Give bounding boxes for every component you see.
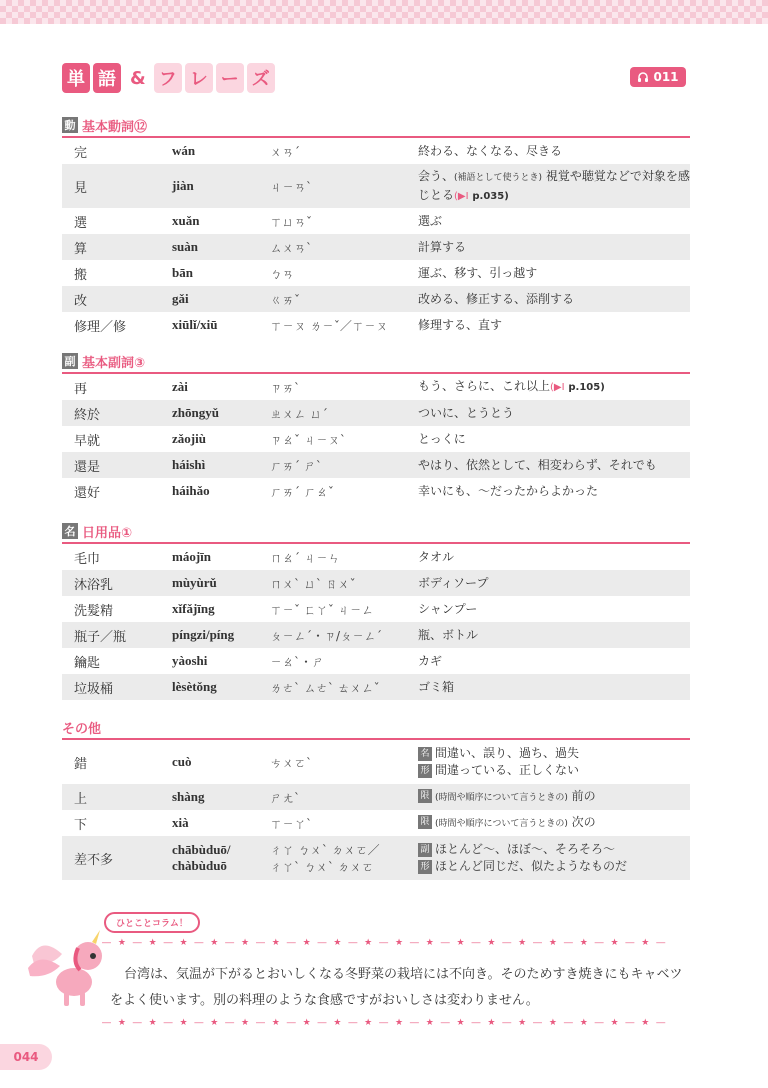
section-other — [62, 716, 690, 880]
pinyin: yàoshi — [172, 653, 208, 668]
vocab-row — [62, 622, 690, 648]
meaning-text: 視覚や聴覚などで対象を感じとる — [418, 168, 690, 202]
zhuyin: ㄌㄜˋ ㄙㄜˋ ㄊㄨㄥˇ — [270, 680, 380, 695]
word: 選 — [74, 215, 88, 231]
pinyin: xiūlǐ/xiū — [172, 317, 218, 332]
vocab-table — [62, 740, 690, 880]
meaning: ボディソープ — [418, 575, 489, 590]
column-label: ひとことコラム！ — [104, 912, 200, 933]
reference-link[interactable]: (▶I — [550, 382, 565, 393]
meaning: 計算する — [418, 239, 467, 254]
star-divider: ― ★ ― ★ ― ★ ― ★ ― ★ ― ★ ― ★ ― ★ ― ★ ― ★ ― ★ ― ★ ― ★ ― ★ ― ★ ― ★ ― ★ ― ★ ― — [102, 1018, 668, 1028]
meaning-text: もう、さらに、これ以上 — [418, 379, 551, 393]
meaning — [418, 788, 690, 807]
section-header — [62, 716, 690, 740]
word: 沐浴乳 — [74, 577, 114, 593]
reference-page: p.035) — [472, 190, 509, 202]
vocab-row — [62, 312, 690, 338]
meaning-text: ほとんど同じだ、似たようなものだ — [435, 859, 628, 873]
page-title — [62, 62, 278, 94]
section-verbs — [62, 114, 690, 338]
zhuyin-line: ㄔㄚ ㄅㄨˋ ㄉㄨㄛ／ — [270, 843, 380, 857]
audio-track-number: 011 — [653, 70, 679, 84]
vocab-row — [62, 478, 690, 504]
word: 還是 — [74, 459, 101, 475]
title-char: ー — [216, 63, 244, 93]
word: 差不多 — [74, 852, 114, 868]
meaning: 修理する、直す — [418, 317, 503, 332]
pinyin: zài — [172, 379, 188, 394]
pinyin: zǎojiù — [172, 431, 206, 446]
meaning: 改める、修正する、添削する — [418, 291, 575, 306]
vocab-table — [62, 374, 690, 504]
word: 早就 — [74, 433, 101, 449]
section-title: 基本動詞⑫ — [82, 119, 148, 135]
zhuyin: ㄧㄠˋ・ㄕ — [270, 654, 325, 669]
pinyin: xǐfǎjīng — [172, 601, 215, 616]
pos-tag: 副 — [418, 843, 432, 857]
pos-tag: 形 — [418, 860, 432, 874]
star-divider: ― ★ ― ★ ― ★ ― ★ ― ★ ― ★ ― ★ ― ★ ― ★ ― ★ ― ★ ― ★ ― ★ ― ★ ― ★ ― ★ ― ★ ― ★ ― — [102, 938, 668, 948]
title-char: 語 — [93, 63, 121, 93]
zhuyin — [270, 841, 418, 875]
meaning-text: ほとんど〜、ほぼ〜、そろそろ〜 — [435, 842, 616, 856]
zhuyin: ㄘㄨㄛˋ — [270, 755, 313, 770]
meaning: シャンプー — [418, 601, 478, 616]
vocab-row — [62, 452, 690, 478]
zhuyin: ㄓㄨㄥ ㄩˊ — [270, 406, 328, 421]
meaning-text: 間違い、誤り、過ち、過失 — [435, 746, 580, 760]
meaning — [418, 814, 690, 833]
column-box — [22, 912, 702, 1042]
vocab-row — [62, 570, 690, 596]
section-header — [62, 114, 690, 138]
word: 還好 — [74, 485, 101, 501]
section-daily-items — [62, 520, 690, 700]
vocab-row — [62, 286, 690, 312]
meaning-text: 次の — [571, 814, 596, 829]
word: 垃圾桶 — [74, 681, 114, 697]
pinyin: gǎi — [172, 291, 189, 306]
page-number: 044 — [0, 1044, 52, 1070]
vocab-row — [62, 400, 690, 426]
zhuyin: ㄆㄧㄥˊ・ㄗ/ㄆㄧㄥˊ — [270, 628, 383, 643]
meaning: 瓶、ボトル — [418, 627, 479, 642]
word: 改 — [74, 293, 88, 309]
section-header — [62, 350, 690, 374]
pinyin-line: chābùduō/ — [172, 842, 231, 857]
word: 見 — [74, 180, 88, 196]
section-title: その他 — [62, 721, 102, 737]
pos-tag: 限 — [418, 815, 432, 829]
zhuyin: ㄏㄞˊ ㄏㄠˇ — [270, 484, 334, 499]
title-amp: & — [130, 67, 146, 89]
word: 完 — [74, 145, 88, 161]
word: 終於 — [74, 407, 101, 423]
pinyin: háishì — [172, 457, 206, 472]
vocab-row — [62, 138, 690, 164]
meaning: カギ — [418, 653, 443, 668]
zhuyin: ㄇㄨˋ ㄩˋ ㄖㄨˇ — [270, 576, 356, 591]
section-title: 日用品① — [82, 525, 133, 541]
vocab-row — [62, 374, 690, 400]
meaning-text: 前の — [571, 788, 596, 803]
meaning: 運ぶ、移す、引っ越す — [418, 265, 538, 280]
word: 算 — [74, 241, 88, 257]
vocab-row — [62, 234, 690, 260]
vocab-row — [62, 836, 690, 880]
meaning: 幸いにも、〜だったからよかった — [418, 483, 599, 498]
pinyin: lèsètǒng — [172, 679, 217, 694]
word: 毛巾 — [74, 551, 101, 567]
pegasus-mascot-icon — [22, 926, 112, 1012]
audio-track-badge[interactable] — [630, 67, 686, 87]
meaning-note: (時間や順序について言うときの) — [435, 792, 568, 803]
vocab-row — [62, 784, 690, 810]
pinyin: jiàn — [172, 178, 194, 193]
pos-tag: 限 — [418, 789, 432, 803]
pinyin: shàng — [172, 789, 205, 804]
vocab-row — [62, 208, 690, 234]
zhuyin: ㄐㄧㄢˋ — [270, 179, 313, 194]
zhuyin: ㄗㄠˇ ㄐㄧㄡˋ — [270, 432, 346, 447]
vocab-row — [62, 674, 690, 700]
headphones-icon — [637, 71, 649, 83]
word: 洗髮精 — [74, 603, 114, 619]
vocab-row — [62, 648, 690, 674]
zhuyin: ㄍㄞˇ — [270, 292, 301, 307]
zhuyin: ㄒㄧㄡ ㄌㄧˇ／ㄒㄧㄡ — [270, 318, 388, 333]
vocab-row — [62, 164, 690, 208]
pos-tag: 名 — [418, 747, 432, 761]
zhuyin: ㄇㄠˊ ㄐㄧㄣ — [270, 550, 340, 565]
pinyin: xià — [172, 815, 189, 830]
section-tag: 名 — [62, 523, 78, 539]
vocab-row — [62, 596, 690, 622]
meaning: タオル — [418, 549, 455, 564]
pinyin: bān — [172, 265, 193, 280]
title-char: ズ — [247, 63, 275, 93]
meaning — [418, 168, 690, 205]
pinyin: zhōngyǔ — [172, 405, 219, 420]
vocab-row — [62, 260, 690, 286]
zhuyin: ㄗㄞˋ — [270, 380, 301, 395]
top-checker-border — [0, 0, 768, 24]
zhuyin: ㄏㄞˊ ㄕˋ — [270, 458, 322, 473]
title-char: フ — [154, 63, 182, 93]
meaning: とっくに — [418, 431, 466, 446]
meaning: ゴミ箱 — [418, 679, 455, 694]
word: 修理／修 — [74, 319, 127, 335]
meaning — [418, 378, 690, 396]
meaning — [418, 745, 690, 779]
vocab-table — [62, 138, 690, 338]
meaning: 終わる、なくなる、尽きる — [418, 143, 563, 158]
meaning-text: 会う、 — [418, 168, 455, 183]
vocab-row — [62, 544, 690, 570]
pinyin-line: chàbùduō — [172, 858, 227, 873]
word: 錯 — [74, 756, 88, 772]
word: 下 — [74, 817, 88, 833]
zhuyin: ㄕㄤˋ — [270, 790, 301, 805]
section-tag: 副 — [62, 353, 78, 369]
word: 瓶子／瓶 — [74, 629, 127, 645]
meaning: 選ぶ — [418, 213, 443, 228]
zhuyin: ㄒㄩㄢˇ — [270, 214, 313, 229]
meaning-text: 間違っている、正しくない — [435, 763, 580, 777]
meaning-note: (時間や順序について言うときの) — [435, 818, 568, 829]
pinyin: mùyùrǔ — [172, 575, 217, 590]
zhuyin-line: ㄔㄚˋ ㄅㄨˋ ㄉㄨㄛ — [270, 860, 374, 874]
word: 鑰匙 — [74, 655, 101, 671]
word: 上 — [74, 791, 88, 807]
zhuyin: ㄨㄢˊ — [270, 144, 301, 159]
section-tag: 動 — [62, 117, 78, 133]
pos-tag: 形 — [418, 764, 432, 778]
vocab-row — [62, 740, 690, 784]
section-title: 基本副詞③ — [82, 355, 146, 371]
zhuyin: ㄅㄢ — [270, 266, 295, 281]
meaning: ついに、とうとう — [418, 405, 515, 420]
title-char: レ — [185, 63, 213, 93]
word: 搬 — [74, 267, 88, 283]
column-text: 台湾は、気温が下がるとおいしくなる冬野菜の栽培には不向き。そのためすき焼きにもキャベツをよく使います。別の料理のような食感ですがおいしさは変わりません。 — [110, 967, 683, 1008]
meaning-note: (補語として使うとき) — [454, 172, 543, 183]
pinyin: cuò — [172, 754, 192, 769]
pinyin — [172, 842, 270, 874]
section-adverbs — [62, 350, 690, 504]
word: 再 — [74, 381, 88, 397]
title-char: 単 — [62, 63, 90, 93]
pinyin: píngzi/píng — [172, 627, 235, 642]
section-header — [62, 520, 690, 544]
pinyin: xuǎn — [172, 213, 200, 228]
reference-link[interactable]: (▶I — [454, 190, 469, 202]
vocab-row — [62, 426, 690, 452]
vocab-table — [62, 544, 690, 700]
pinyin: suàn — [172, 239, 199, 254]
vocab-row — [62, 810, 690, 836]
meaning — [418, 841, 690, 875]
meaning: やはり、依然として、相変わらず、それでも — [418, 457, 657, 472]
pinyin: háihǎo — [172, 483, 210, 498]
pinyin: máojīn — [172, 549, 211, 564]
zhuyin: ㄒㄧˇ ㄈㄚˇ ㄐㄧㄥ — [270, 602, 374, 617]
reference-page: p.105) — [568, 382, 605, 393]
zhuyin: ㄙㄨㄢˋ — [270, 240, 313, 255]
zhuyin: ㄒㄧㄚˋ — [270, 816, 313, 831]
pinyin: wán — [172, 143, 196, 158]
